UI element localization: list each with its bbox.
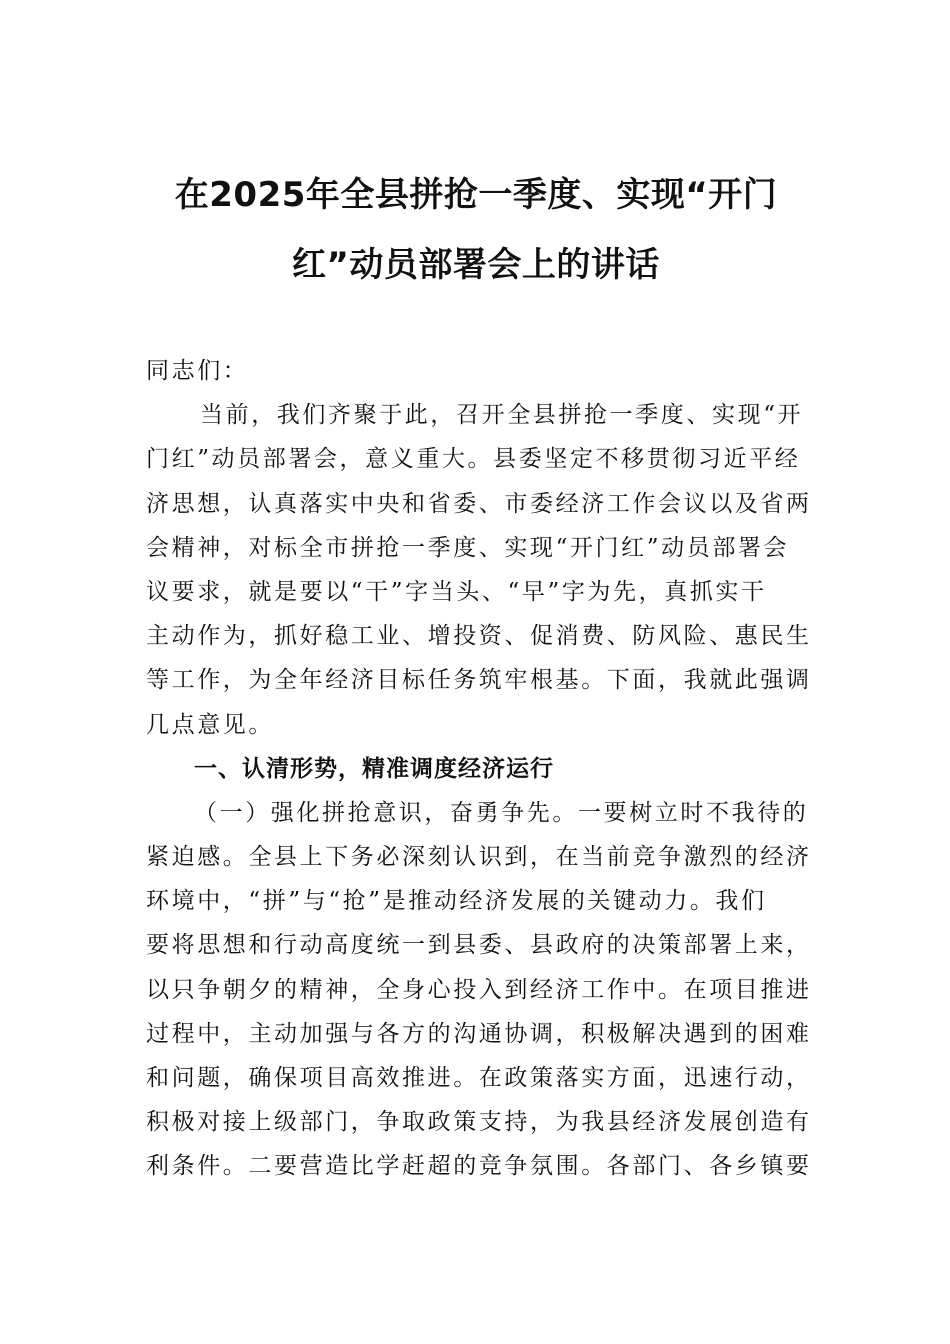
paragraph-line: （一）强化拼抢意识，奋勇争先。一要树立时不我待的 <box>194 799 809 826</box>
paragraph-2 <box>146 791 810 1189</box>
title-line-2: 红”动员部署会上的讲话 <box>292 245 660 285</box>
paragraph-line: 济思想，认真落实中央和省委、市委经济工作会议以及省两 <box>146 490 812 517</box>
salutation: 同志们： <box>146 358 249 384</box>
paragraph-line: 利条件。二要营造比学赶超的竞争氛围。各部门、各乡镇要 <box>146 1153 812 1180</box>
paragraph-line: 以只争朝夕的精神，全身心投入到经济工作中。在项目推进 <box>146 976 812 1003</box>
paragraph-line: 会精神，对标全市拼抢一季度、实现“开门红”动员部署会 <box>146 534 790 561</box>
paragraph-line: 要将思想和行动高度统一到县委、县政府的决策部署上来， <box>146 932 812 959</box>
paragraph-line: 紧迫感。全县上下务必深刻认识到，在当前竞争激烈的经济 <box>146 844 812 871</box>
paragraph-line: 等工作，为全年经济目标任务筑牢根基。下面，我就此强调 <box>146 667 812 694</box>
document-title <box>146 160 806 300</box>
paragraph-line: 几点意见。 <box>146 711 274 738</box>
paragraph-line: 积极对接上级部门，争取政策支持，为我县经济发展创造有 <box>146 1109 812 1136</box>
title-line-1: 在2025年全县拼抢一季度、实现“开门 <box>174 175 778 215</box>
paragraph-line: 门红”动员部署会，意义重大。县委坚定不移贯彻习近平经 <box>146 446 801 473</box>
paragraph-line: 和问题，确保项目高效推进。在政策落实方面，迅速行动， <box>146 1065 812 1091</box>
paragraph-line: 过程中，主动加强与各方的沟通协调，积极解决遇到的困难 <box>146 1020 812 1047</box>
paragraph-1 <box>146 393 810 747</box>
document-body <box>146 349 810 1189</box>
paragraph-line: 主动作为，抓好稳工业、增投资、促消费、防风险、惠民生 <box>146 623 812 650</box>
section-heading: 一、认清形势，精准调度经济运行 <box>194 755 554 782</box>
paragraph-line: 议要求，就是要以“干”字当头、“早”字为先，真抓实干 <box>146 578 767 605</box>
paragraph-line: 当前，我们齐聚于此，召开全县拼抢一季度、实现“开 <box>200 402 804 429</box>
paragraph-line: 环境中，“拼”与“抢”是推动经济发展的关键动力。我们 <box>146 888 767 915</box>
